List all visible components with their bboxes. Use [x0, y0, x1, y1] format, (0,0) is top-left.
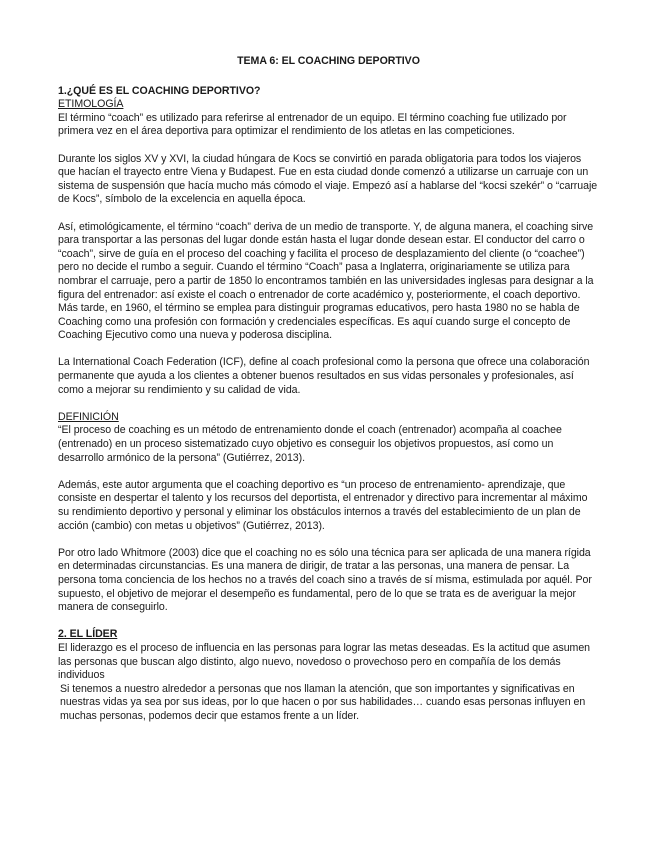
paragraph-etimologia-1: El término “coach” es utilizado para referirse al entrenador de un equipo. El término coaching fue utilizado por primera vez en el área deportiva para optimizar el rendimiento de los atletas en las competiciones. [58, 111, 567, 138]
paragraph-etimologia-4: La International Coach Federation (ICF), define al coach profesional como la persona que ofrece una colaboración permanente que ayuda a los clientes a obtener buenos resultados en sus vidas personales y profesionales, así como a mejorar su rendimiento y su calidad de vida. [58, 356, 590, 396]
paragraph-definicion-1: “El proceso de coaching es un método de entrenamiento donde el coach (entrenador) acompaña al coachee (entrenado) en un proceso sistematizado cuyo objetivo es conseguir los objetivos propuestos, así como un desarrollo armónico de la persona” (Gutiérrez, 2013). [58, 424, 562, 464]
section-2-heading: 2. EL LÍDER [58, 628, 118, 641]
paragraph-definicion-2: Además, este autor argumenta que el coaching deportivo es “un proceso de entrenamiento- aprendizaje, que consiste en despertar el talento y los recursos del deportista, el entrenador y directivo para incrementar al máximo su rendimiento deportivo y personal y eliminar los obstáculos internos a través del establecimiento de un plan de acción (cambio) con metas u objetivos” (Gutiérrez, 2013). [58, 478, 588, 532]
section-1-heading: 1.¿QUÉ ES EL COACHING DEPORTIVO? [58, 84, 261, 97]
document-title: TEMA 6: EL COACHING DEPORTIVO [237, 55, 420, 67]
paragraph-lider-2: Si tenemos a nuestro alrededor a personas que nos llaman la atención, que son importantes y significativas en nuestras vidas ya sea por sus ideas, por lo que hacen o por sus habilidades… cuando esas personas influyen en muchas personas, podemos decir que estamos frente a un líder. [60, 682, 586, 722]
paragraph-definicion-3: Por otro lado Whitmore (2003) dice que el coaching no es sólo una técnica para ser aplicada de una manera rígida en determinadas circunstancias. Es una manera de dirigir, de tratar a las personas, una manera de pensar. La persona toma conciencia de los hechos no a través del coach sino a través de sí misma, estimulada por aquél. Por supuesto, el objetivo de mejorar el desempeño es fundamental, pero de lo que se trata es de averiguar la mejor manera de conseguirlo. [58, 546, 592, 614]
paragraph-lider-1: El liderazgo es el proceso de influencia en las personas para lograr las metas deseadas. Es la actitud que asumen las personas que buscan algo distinto, algo nuevo, novedoso o provechoso pero en compañía de los demás individuos [58, 641, 591, 682]
etimologia-subheading: ETIMOLOGÍA [58, 98, 124, 111]
paragraph-etimologia-3: Así, etimológicamente, el término “coach” deriva de un medio de transporte. Y, de alguna manera, el coaching sirve para transportar a las personas del lugar donde están hasta el lugar donde desean estar. El conductor del carro o “coach”, sirve de guía en el proceso del coaching y facilita el proceso de desplazamiento del cliente (o “coachee”) pero no decide el rumbo a seguir. Cuando el término “Coach” pasa a Inglaterra, originariamente se utiliza para nombrar el carruaje, pero a partir de 1850 lo encontramos también en las universidades inglesas para designar a la figura del entrenador: así existe el coach o entrenador de corte académico y, posteriormente, el coach deportivo. Más tarde, en 1960, el término se emplea para distinguir programas educativos, pero hasta 1980 no se habla de Coaching como una profesión con formación y credenciales específicas. Es aquí cuando surge el concepto de Coaching Ejecutivo como una nueva y poderosa disciplina. [58, 220, 594, 342]
paragraph-etimologia-2: Durante los siglos XV y XVI, la ciudad húngara de Kocs se convirtió en parada obligatoria para todos los viajeros que hacían el trayecto entre Viena y Budapest. Fue en esta ciudad donde comenzó a utilizarse un carruaje con un sistema de suspensión que hacía mucho más cómodo el viaje. Empezó así a hablarse del “kocsi szekér” o “carruaje de Kocs”, símbolo de la excelencia en aquella época. [58, 152, 598, 206]
definicion-subheading: DEFINICIÓN [58, 410, 119, 423]
